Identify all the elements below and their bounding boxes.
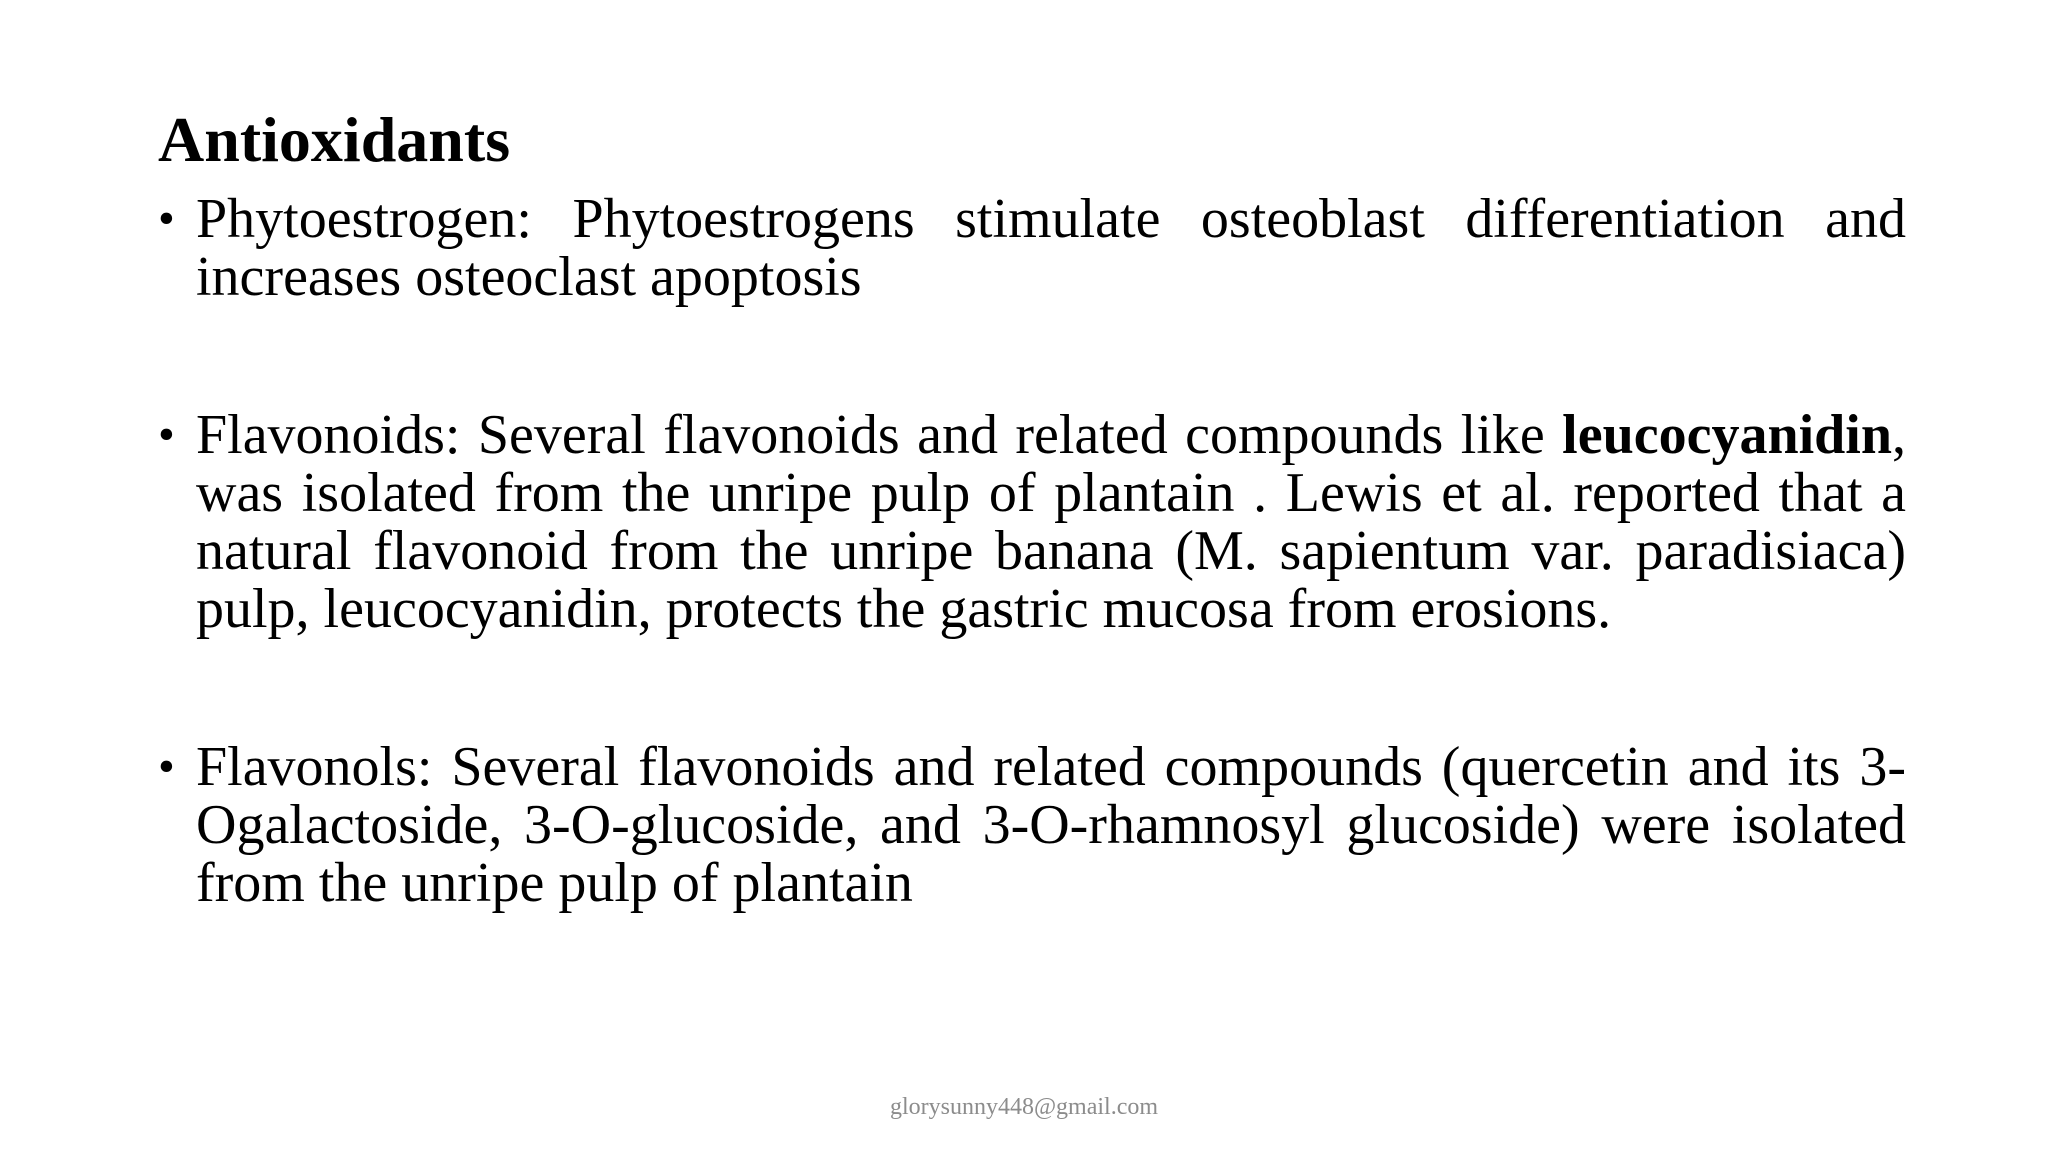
bullet-flavonoids — [158, 406, 1906, 638]
bullet-flavonols — [158, 738, 1906, 912]
bullet-list — [158, 190, 1906, 912]
bullet-marker: • — [158, 408, 175, 461]
bullet-text-start: Flavonoids: Several flavonoids and related compounds like — [196, 404, 1563, 466]
slide-title: Antioxidants — [158, 104, 511, 175]
bullet-bold-term: leucocyanidin — [1562, 404, 1892, 466]
bullet-text-end: , was isolated from the unripe pulp of plantain . Lewis et al. reported that a natural flavonoid from the unripe banana (M. sapientum var. paradisiaca) pulp, leucocyanidin, protects the gastric mucosa from erosions. — [196, 404, 1906, 640]
bullet-phytoestrogen — [158, 190, 1906, 306]
bullet-marker: • — [158, 740, 175, 793]
bullet-text: Flavonols: Several flavonoids and related compounds (quercetin and its 3-Ogalactoside, 3-O-glucoside, and 3-O-rhamnosyl glucoside) were isolated from the unripe pulp of plantain — [196, 736, 1906, 914]
bullet-marker: • — [158, 192, 175, 245]
bullet-text: Phytoestrogen: Phytoestrogens stimulate osteoblast differentiation and increases osteoclast apoptosis — [196, 188, 1906, 308]
footer-email: glorysunny448@gmail.com — [889, 1094, 1159, 1120]
